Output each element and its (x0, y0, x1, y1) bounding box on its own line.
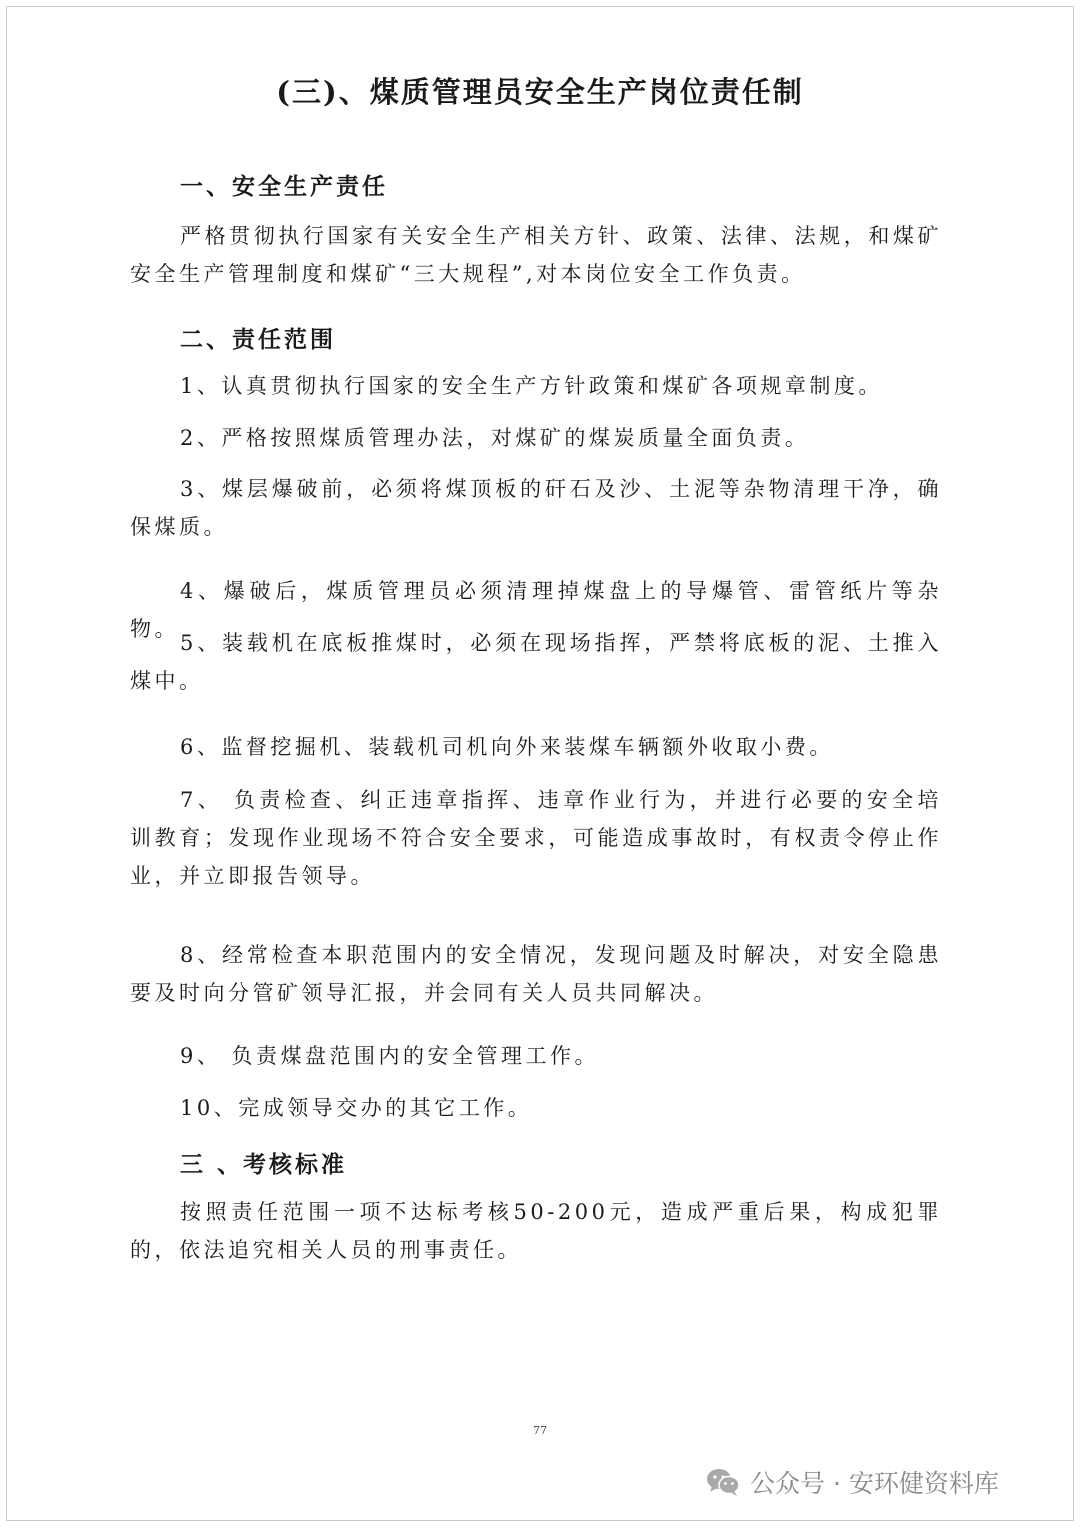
watermark-text: 公众号 · 安环健资料库 (750, 1469, 999, 1498)
list-item: 9、 负责煤盘范围内的安全管理工作。 (180, 1044, 600, 1068)
list-item: 5、装载机在底板推煤时，必须在现场指挥，严禁将底板的泥、土推入煤中。 (130, 631, 942, 693)
list-item: 10、完成领导交办的其它工作。 (180, 1096, 533, 1120)
section-text-responsibility: 严格贯彻执行国家有关安全生产相关方针、政策、法律、法规，和煤矿安全生产管理制度和煤矿“三大规程”,对本岗位安全工作负责。 (130, 224, 942, 286)
list-item: 6、监督挖掘机、装载机司机向外来装煤车辆额外收取小费。 (180, 735, 834, 759)
wechat-icon (706, 1467, 740, 1497)
page-number: 77 (533, 1424, 547, 1437)
section-text-assessment: 按照责任范围一项不达标考核50-200元，造成严重后果，构成犯罪的，依法追究相关人员的刑事责任。 (130, 1200, 942, 1262)
list-item: 2、严格按照煤质管理办法，对煤矿的煤炭质量全面负责。 (180, 426, 810, 450)
section-heading-assessment: 三 、考核标准 (180, 1151, 348, 1178)
section-heading-responsibility: 一、安全生产责任 (180, 173, 388, 200)
list-item: 7、 负责检查、纠正违章指挥、违章作业行为，并进行必要的安全培训教育；发现作业现场不符合安全要求，可能造成事故时，有权责令停止作业，并立即报告领导。 (130, 788, 942, 888)
list-item: 3、煤层爆破前，必须将煤顶板的矸石及沙、土泥等杂物清理干净，确保煤质。 (130, 477, 942, 539)
watermark (706, 1462, 999, 1502)
list-item: 1、认真贯彻执行国家的安全生产方针政策和煤矿各项规章制度。 (180, 374, 883, 398)
list-item: 4、爆破后，煤质管理员必须清理掉煤盘上的导爆管、雷管纸片等杂物。 (130, 579, 942, 641)
document-title: (三)、煤质管理员安全生产岗位责任制 (276, 75, 804, 109)
section-heading-scope: 二、责任范围 (180, 326, 336, 353)
list-item: 8、经常检查本职范围内的安全情况，发现问题及时解决，对安全隐患要及时向分管矿领导汇报，并会同有关人员共同解决。 (130, 943, 942, 1005)
